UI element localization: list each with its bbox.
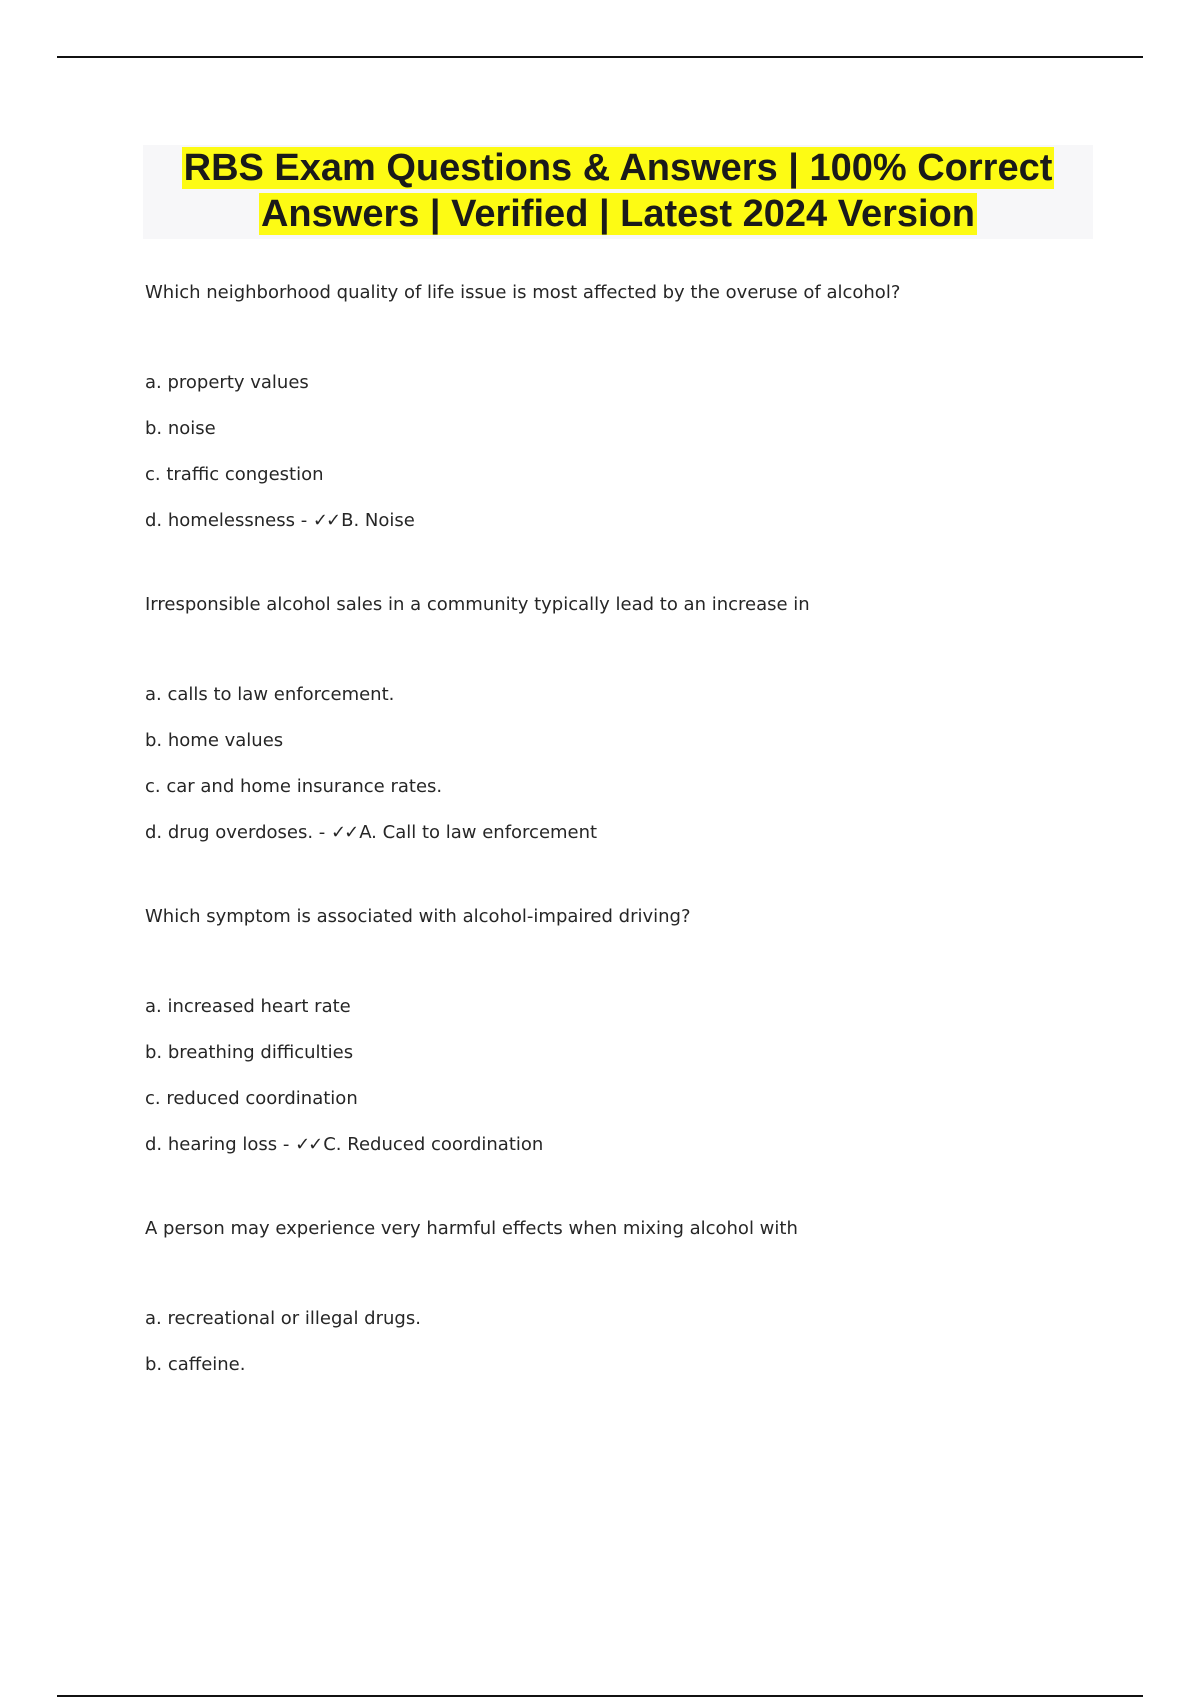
question-block-2: [145, 592, 1095, 846]
option-a: a. calls to law enforcement.: [145, 684, 395, 705]
option-d-with-answer: [145, 1132, 1095, 1158]
answer-text: C. Reduced coordination: [323, 1134, 544, 1155]
double-check-icon: ✓✓: [312, 510, 340, 531]
question-text: A person may experience very harmful effects when mixing alcohol with: [145, 1218, 798, 1239]
option-d: d. homelessness -: [145, 510, 308, 531]
option-d: d. hearing loss -: [145, 1134, 290, 1155]
option-d: d. drug overdoses. -: [145, 822, 326, 843]
double-check-icon: ✓✓: [295, 1134, 322, 1155]
question-text: Irresponsible alcohol sales in a community typically lead to an increase in: [145, 594, 810, 615]
option-d-with-answer: [145, 508, 1095, 534]
option-a: a. increased heart rate: [145, 996, 351, 1017]
question-block-1: [145, 280, 1095, 534]
question-block-3: [145, 904, 1095, 1158]
option-b: b. home values: [145, 730, 284, 751]
answer-text: B. Noise: [341, 510, 415, 531]
bottom-rule: [57, 1695, 1143, 1697]
answer-text: A. Call to law enforcement: [359, 822, 598, 843]
title-line-2: [143, 191, 1093, 237]
question-list: [145, 280, 1095, 1436]
option-c: c. car and home insurance rates.: [145, 776, 443, 797]
option-b: b. noise: [145, 418, 216, 439]
double-check-icon: ✓✓: [331, 822, 358, 843]
title-line-1: [143, 145, 1093, 191]
question-text: Which neighborhood quality of life issue is most affected by the overuse of alcohol?: [145, 282, 901, 303]
option-b: b. caffeine.: [145, 1354, 246, 1375]
document-title: [143, 145, 1093, 239]
top-rule: [57, 56, 1143, 58]
option-a: a. property values: [145, 372, 309, 393]
option-c: c. traffic congestion: [145, 464, 324, 485]
title-line-2-text: Answers | Verified | Latest 2024 Version: [260, 193, 976, 235]
question-text: Which symptom is associated with alcohol-impaired driving?: [145, 906, 691, 927]
option-c: c. reduced coordination: [145, 1088, 358, 1109]
option-b: b. breathing difficulties: [145, 1042, 354, 1063]
option-d-with-answer: [145, 820, 1095, 846]
question-block-4: [145, 1216, 1095, 1378]
title-line-1-text: RBS Exam Questions & Answers | 100% Correct: [183, 147, 1053, 189]
option-a: a. recreational or illegal drugs.: [145, 1308, 421, 1329]
